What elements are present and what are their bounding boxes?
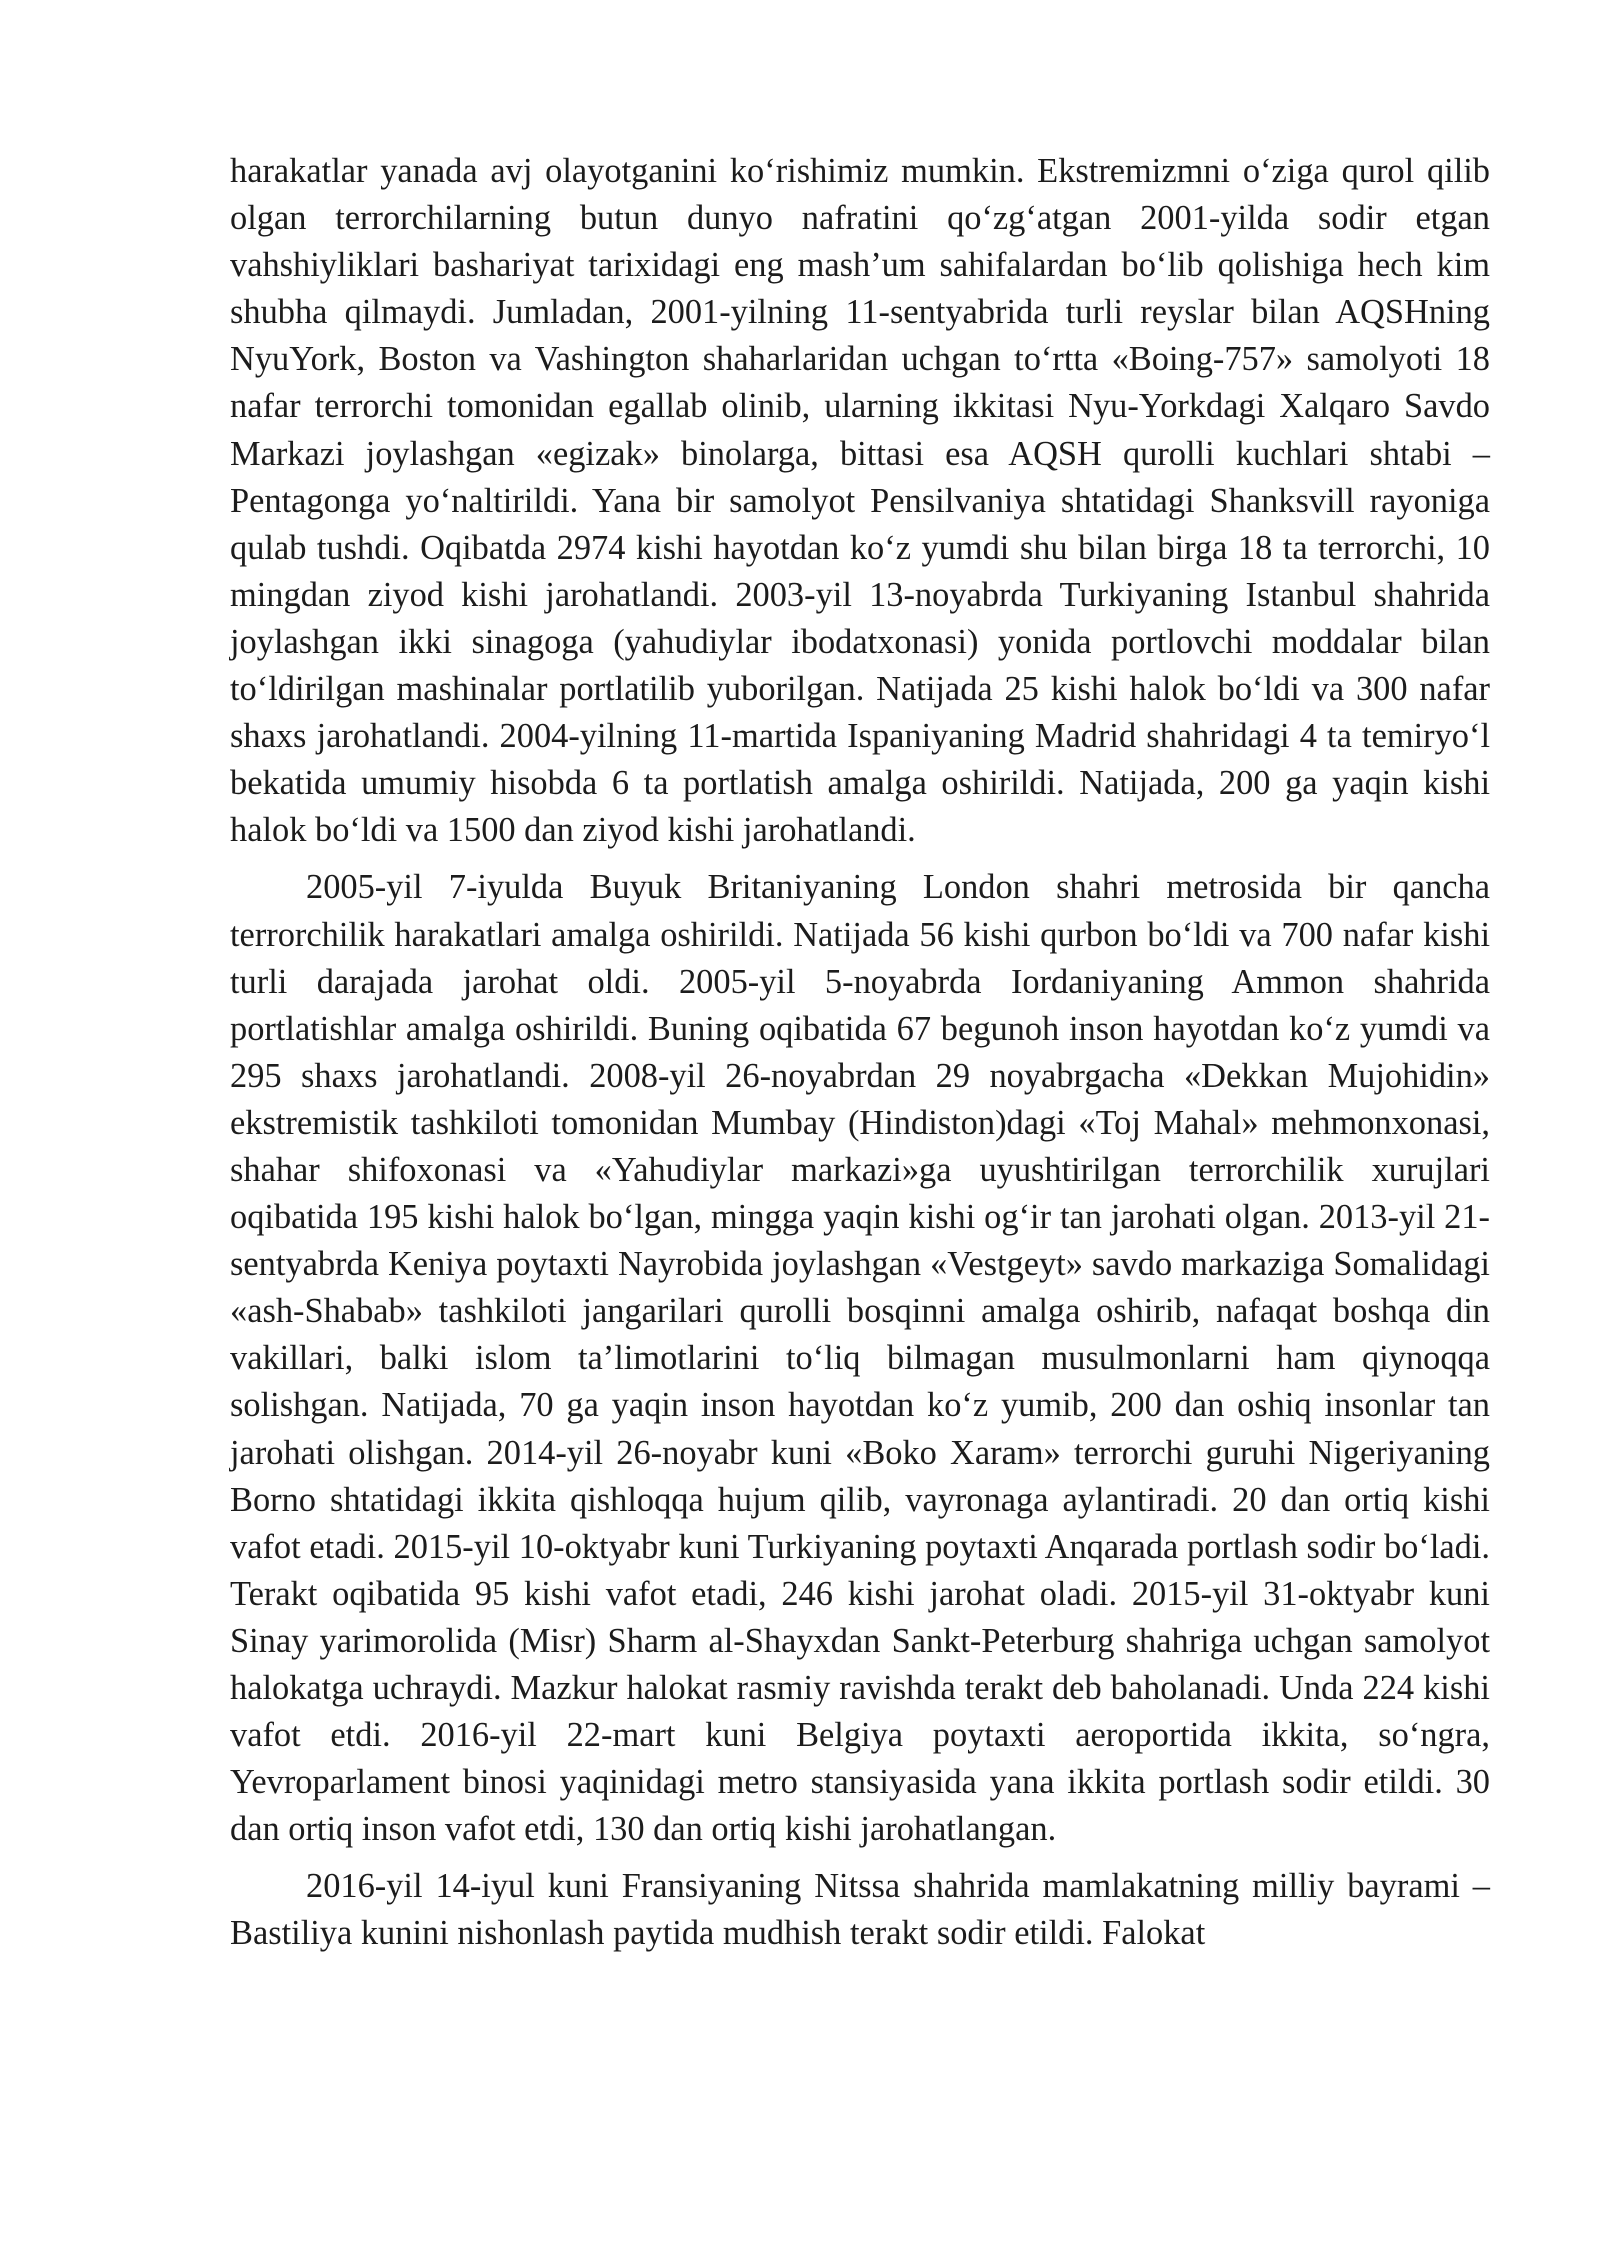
document-page [230,148,1490,1968]
paragraph-2: 2005-yil 7-iyulda Buyuk Britaniyaning London shahri metrosida bir qancha terrorchilik harakatlari amalga oshirildi. Natijada 56 kishi qurbon boʻldi va 700 nafar kishi turli darajada jarohat oldi. 2005-yil 5-noyabrda Iordaniyaning Ammon shahrida portlatishlar amalga oshirildi. Buning oqibatida 67 begunoh inson hayotdan koʻz yumdi va 295 shaxs jarohatlandi. 2008-yil 26-noyabrdan 29 noyabrgacha «Dekkan Mujohidin» ekstremistik tashkiloti tomonidan Mumbay (Hindiston)dagi «Toj Mahal» mehmonxonasi, shahar shifoxonasi va «Yahudiylar markazi»ga uyushtirilgan terrorchilik xurujlari oqibatida 195 kishi halok boʻlgan, mingga yaqin kishi ogʻir tan jarohati olgan. 2013-yil 21-sentyabrda Keniya poytaxti Nayrobida joylashgan «Vestgeyt» savdo markaziga Somalidagi «ash-Shabab» tashkiloti jangarilari qurolli bosqinni amalga oshirib, nafaqat boshqa din vakillari, balki islom ta’limotlarini toʻliq bilmagan musulmonlarni ham qiynoqqa solishgan. Natijada, 70 ga yaqin inson hayotdan koʻz yumib, 200 dan oshiq insonlar tan jarohati olishgan. 2014-yil 26-noyabr kuni «Boko Xaram» terrorchi guruhi Nigeriyaning Borno shtatidagi ikkita qishloqqa hujum qilib, vayronaga aylantiradi. 20 dan ortiq kishi vafot etadi. 2015-yil 10-oktyabr kuni Turkiyaning poytaxti Anqarada portlash sodir boʻladi. Terakt oqibatida 95 kishi vafot etadi, 246 kishi jarohat oladi. 2015-yil 31-oktyabr kuni Sinay yarimorolida (Misr) Sharm al-Shayxdan Sankt-Peterburg shahriga uchgan samolyot halokatga uchraydi. Mazkur halokat rasmiy ravishda terakt deb baholanadi. Unda 224 kishi vafot etdi. 2016-yil 22-mart kuni Belgiya poytaxti aeroportida ikkita, soʻngra, Yevroparlament binosi yaqinidagi metro stansiyasida yana ikkita portlash sodir etildi. 30 dan ortiq inson vafot etdi, 130 dan ortiq kishi jarohatlangan. [230,868,1490,1849]
paragraph-3: 2016-yil 14-iyul kuni Fransiyaning Nitssa shahrida mamlakatning milliy bayrami – Bastiliya kunini nishonlash paytida mudhish terakt sodir etildi. Falokat [230,1867,1490,1953]
paragraph-1: harakatlar yanada avj olayotganini koʻrishimiz mumkin. Ekstremizmni oʻziga qurol qilib olgan terrorchilarning butun dunyo nafratini qoʻzgʻatgan 2001-yilda sodir etgan vahshiyliklari bashariyat tarixidagi eng mash’um sahifalardan boʻlib qolishiga hech kim shubha qilmaydi. Jumladan, 2001-yilning 11-sentyabrida turli reyslar bilan AQSHning NyuYork, Boston va Vashington shaharlaridan uchgan toʻrtta «Boing-757» samolyoti 18 nafar terrorchi tomonidan egallab olinib, ularning ikkitasi Nyu-Yorkdagi Xalqaro Savdo Markazi joylashgan «egizak» binolarga, bittasi esa AQSH qurolli kuchlari shtabi – Pentagonga yoʻnaltirildi. Yana bir samolyot Pensilvaniya shtatidagi Shanksvill rayoniga qulab tushdi. Oqibatda 2974 kishi hayotdan koʻz yumdi shu bilan birga 18 ta terrorchi, 10 mingdan ziyod kishi jarohatlandi. 2003-yil 13-noyabrda Turkiyaning Istanbul shahrida joylashgan ikki sinagoga (yahudiylar ibodatxonasi) yonida portlovchi moddalar bilan toʻldirilgan mashinalar portlatilib yuborilgan. Natijada 25 kishi halok boʻldi va 300 nafar shaxs jarohatlandi. 2004-yilning 11-martida Ispaniyaning Madrid shahridagi 4 ta temiryoʻl bekatida umumiy hisobda 6 ta portlatish amalga oshirildi. Natijada, 200 ga yaqin kishi halok boʻldi va 1500 dan ziyod kishi jarohatlandi. [230,152,1490,850]
